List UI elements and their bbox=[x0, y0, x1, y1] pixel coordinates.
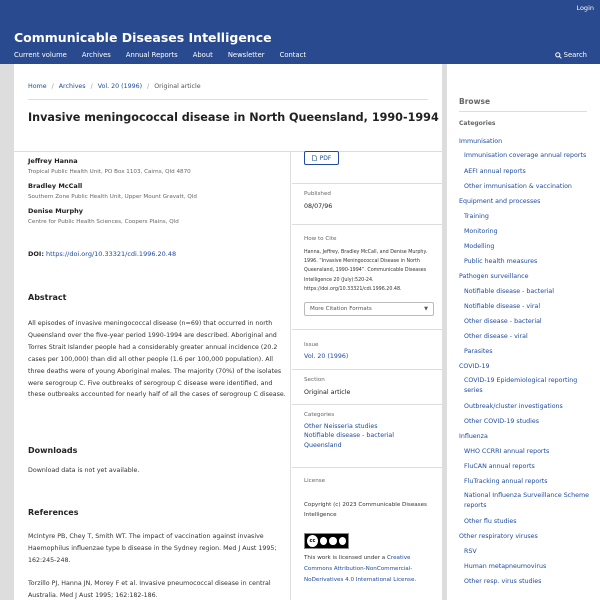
license-label: License bbox=[304, 478, 326, 484]
nav-archives[interactable]: Archives bbox=[81, 51, 111, 59]
downloads-heading: Downloads bbox=[28, 446, 78, 455]
sidebar-subcategory-link[interactable]: Notifiable disease - viral bbox=[464, 303, 541, 310]
browse-heading: Browse bbox=[459, 97, 491, 106]
nd-icon bbox=[339, 537, 346, 545]
sidebar-subcategory-link[interactable]: Other resp. virus studies bbox=[464, 578, 542, 585]
divider bbox=[14, 151, 442, 152]
sidebar-subcategory-link[interactable]: Immunisation coverage annual reports bbox=[464, 152, 587, 159]
login-link[interactable]: Login bbox=[576, 4, 594, 12]
nc-icon bbox=[329, 537, 336, 545]
doi bbox=[28, 250, 176, 258]
by-icon bbox=[320, 537, 327, 545]
sidebar-subcategory-link[interactable]: Parasites bbox=[464, 348, 493, 355]
pdf-label: PDF bbox=[319, 154, 332, 162]
sidebar-subcategory-link[interactable]: COVID-19 Epidemiological reporting series bbox=[464, 377, 578, 394]
sidebar-category-link[interactable]: COVID-19 bbox=[459, 363, 490, 370]
abstract-heading: Abstract bbox=[28, 293, 67, 302]
category-list bbox=[459, 134, 594, 589]
section-value: Original article bbox=[304, 389, 351, 396]
cite-label: How to Cite bbox=[304, 236, 337, 242]
issue-label: Issue bbox=[304, 342, 319, 348]
sidebar-subcategory-link[interactable]: Notifiable disease - bacterial bbox=[464, 288, 555, 295]
divider bbox=[28, 99, 428, 100]
author-block bbox=[28, 157, 191, 175]
sidebar-subcategory-link[interactable]: Other disease - viral bbox=[464, 333, 528, 340]
breadcrumb-separator: / bbox=[51, 83, 54, 90]
author-block bbox=[28, 182, 197, 200]
sidebar-subcategory-link[interactable]: Modelling bbox=[464, 243, 495, 250]
sidebar-category-link[interactable]: Equipment and processes bbox=[459, 198, 541, 205]
references-heading: References bbox=[28, 508, 79, 517]
sidebar-subcategory-link[interactable]: FluCAN annual reports bbox=[464, 463, 535, 470]
author-name: Jeffrey Hanna bbox=[28, 157, 78, 165]
cc-icon: cc bbox=[307, 535, 318, 547]
breadcrumb-volume[interactable]: Vol. 20 (1996) bbox=[97, 83, 143, 90]
breadcrumb-home[interactable]: Home bbox=[28, 83, 47, 90]
nav-contact[interactable]: Contact bbox=[279, 51, 307, 59]
author-name: Bradley McCall bbox=[28, 182, 83, 190]
sidebar-subcategory-link[interactable]: Other COVID-19 studies bbox=[464, 418, 540, 425]
divider bbox=[292, 369, 442, 370]
primary-nav bbox=[14, 51, 306, 59]
doi-link[interactable]: https://doi.org/10.33321/cdi.1996.20.48 bbox=[46, 250, 177, 258]
sidebar-subcategory-link[interactable]: Other flu studies bbox=[464, 518, 517, 525]
chevron-down-icon: ▼ bbox=[424, 306, 428, 312]
doi-label: DOI: bbox=[28, 250, 44, 258]
sidebar-subcategory-link[interactable]: National Influenza Surveillance Scheme reports bbox=[464, 492, 590, 509]
breadcrumb-archives[interactable]: Archives bbox=[58, 83, 86, 90]
divider bbox=[292, 183, 442, 184]
nav-annual-reports[interactable]: Annual Reports bbox=[125, 51, 178, 59]
nav-about[interactable]: About bbox=[192, 51, 213, 59]
abstract-text: All episodes of invasive meningococcal disease (n=69) that occurred in north Queensland over the five-year period 1990-1994 are described. Aboriginal and Torres Strait Islander people had a considerably greater annual incidence (20.2 cases per 100,000) than did all other people (1.6 per 100,000 population). All three deaths were of young Aboriginal males. The majority (70%) of the isolates were serogroup C. Five outbreaks of serogroup C disease were identified, and these outbreaks accounted for nearly half of all the cases of serogroup C disease. bbox=[28, 320, 286, 399]
article-main bbox=[14, 64, 442, 600]
sidebar-subcategory-link[interactable]: Public health measures bbox=[464, 258, 538, 265]
category-link[interactable]: Notifiable disease - bacterial bbox=[304, 432, 395, 440]
column-divider bbox=[290, 152, 291, 600]
sidebar-subcategory-link[interactable]: Training bbox=[464, 213, 489, 220]
breadcrumb bbox=[28, 83, 201, 90]
sidebar-subcategory-link[interactable]: Outbreak/cluster investigations bbox=[464, 403, 563, 410]
nav-newsletter[interactable]: Newsletter bbox=[227, 51, 265, 59]
license-suffix: . bbox=[414, 577, 417, 583]
citation-text: Hanna, Jeffrey, Bradley McCall, and Denise Murphy. 1996. “Invasive Meningococcal Disease in North Queensland, 1990-1994”. Communicable Diseases Intelligence 20 (July):520-24. https://doi.org/10.33321/cdi.1996.20.48. bbox=[304, 250, 428, 292]
search-icon bbox=[555, 52, 562, 59]
sidebar-subcategory-link[interactable]: Other disease - bacterial bbox=[464, 318, 542, 325]
category-link[interactable]: Queensland bbox=[304, 441, 342, 449]
search-link[interactable] bbox=[555, 51, 587, 59]
search-label: Search bbox=[563, 51, 587, 59]
license-text bbox=[304, 553, 438, 586]
site-header bbox=[0, 0, 600, 64]
published-date: 08/07/96 bbox=[304, 203, 333, 210]
sidebar-subcategory-link[interactable]: WHO CCRRI annual reports bbox=[464, 448, 550, 455]
divider bbox=[292, 329, 442, 330]
categories-label: Categories bbox=[304, 412, 335, 418]
license-link[interactable]: Creative Commons Attribution-NonCommercial-NoDerivatives 4.0 International License bbox=[304, 555, 415, 583]
author-affiliation: Tropical Public Health Unit, PO Box 1103, Cairns, Qld 4870 bbox=[28, 169, 191, 175]
sidebar-subcategory-link[interactable]: AEFI annual reports bbox=[464, 168, 526, 175]
divider bbox=[459, 111, 587, 112]
breadcrumb-separator: / bbox=[90, 83, 93, 90]
sidebar-category-link[interactable]: Immunisation bbox=[459, 138, 503, 145]
sidebar-subcategory-link[interactable]: Human metapneumovirus bbox=[464, 563, 547, 570]
published-label: Published bbox=[304, 191, 331, 197]
copyright-text: Copyright (c) 2023 Communicable Diseases Intelligence bbox=[304, 502, 427, 518]
breadcrumb-current: Original article bbox=[154, 83, 201, 90]
sidebar-subcategory-link[interactable]: Monitoring bbox=[464, 228, 498, 235]
breadcrumb-separator: / bbox=[147, 83, 150, 90]
sidebar-category-link[interactable]: Other respiratory viruses bbox=[459, 533, 538, 540]
reference-item: Torzillo PJ, Hanna JN, Morey F et al. Invasive pneumococcal disease in central Australia. Med J Aust 1995; 162:182-186. bbox=[28, 580, 271, 599]
reference-item: McIntyre PB, Chey T, Smith WT. The impact of vaccination against invasive Haemophilus influenzae type b disease in the Sydney region. Med J Aust 1995; 162:245-248. bbox=[28, 533, 277, 564]
category-link[interactable]: Other Neisseria studies bbox=[304, 423, 378, 430]
cc-license-badge[interactable] bbox=[304, 533, 349, 549]
pdf-button[interactable] bbox=[304, 151, 339, 165]
issue-link[interactable]: Vol. 20 (1996) bbox=[304, 353, 349, 360]
sidebar-category-link[interactable]: Pathogen surveillance bbox=[459, 273, 529, 280]
divider bbox=[292, 224, 442, 225]
site-title[interactable]: Communicable Diseases Intelligence bbox=[14, 30, 272, 45]
divider bbox=[292, 467, 442, 468]
nav-current-volume[interactable]: Current volume bbox=[14, 51, 67, 59]
author-affiliation: Southern Zone Public Health Unit, Upper Mount Gravatt, Qld bbox=[28, 194, 197, 200]
license-prefix: This work is licensed under a bbox=[304, 555, 387, 561]
divider bbox=[292, 404, 442, 405]
article-title: Invasive meningococcal disease in North Queensland, 1990-1994 bbox=[28, 111, 439, 124]
author-block bbox=[28, 207, 179, 225]
sidebar-subcategory-link[interactable]: FluTracking annual reports bbox=[464, 478, 548, 485]
citation-format-label: More Citation Formats bbox=[310, 306, 372, 312]
author-affiliation: Centre for Public Health Sciences, Coopers Plains, Qld bbox=[28, 219, 179, 225]
file-icon bbox=[312, 155, 317, 161]
browse-sidebar bbox=[447, 64, 600, 600]
sidebar-category-link[interactable]: Influenza bbox=[459, 433, 488, 440]
downloads-text: Download data is not yet available. bbox=[28, 467, 140, 474]
citation-format-dropdown[interactable] bbox=[304, 302, 434, 316]
sidebar-subcategory-link[interactable]: RSV bbox=[464, 548, 477, 555]
author-name: Denise Murphy bbox=[28, 207, 84, 215]
category-links bbox=[304, 422, 436, 450]
sidebar-subcategory-link[interactable]: Other immunisation & vaccination bbox=[464, 183, 572, 190]
section-label: Section bbox=[304, 377, 325, 383]
categories-heading: Categories bbox=[459, 120, 496, 127]
